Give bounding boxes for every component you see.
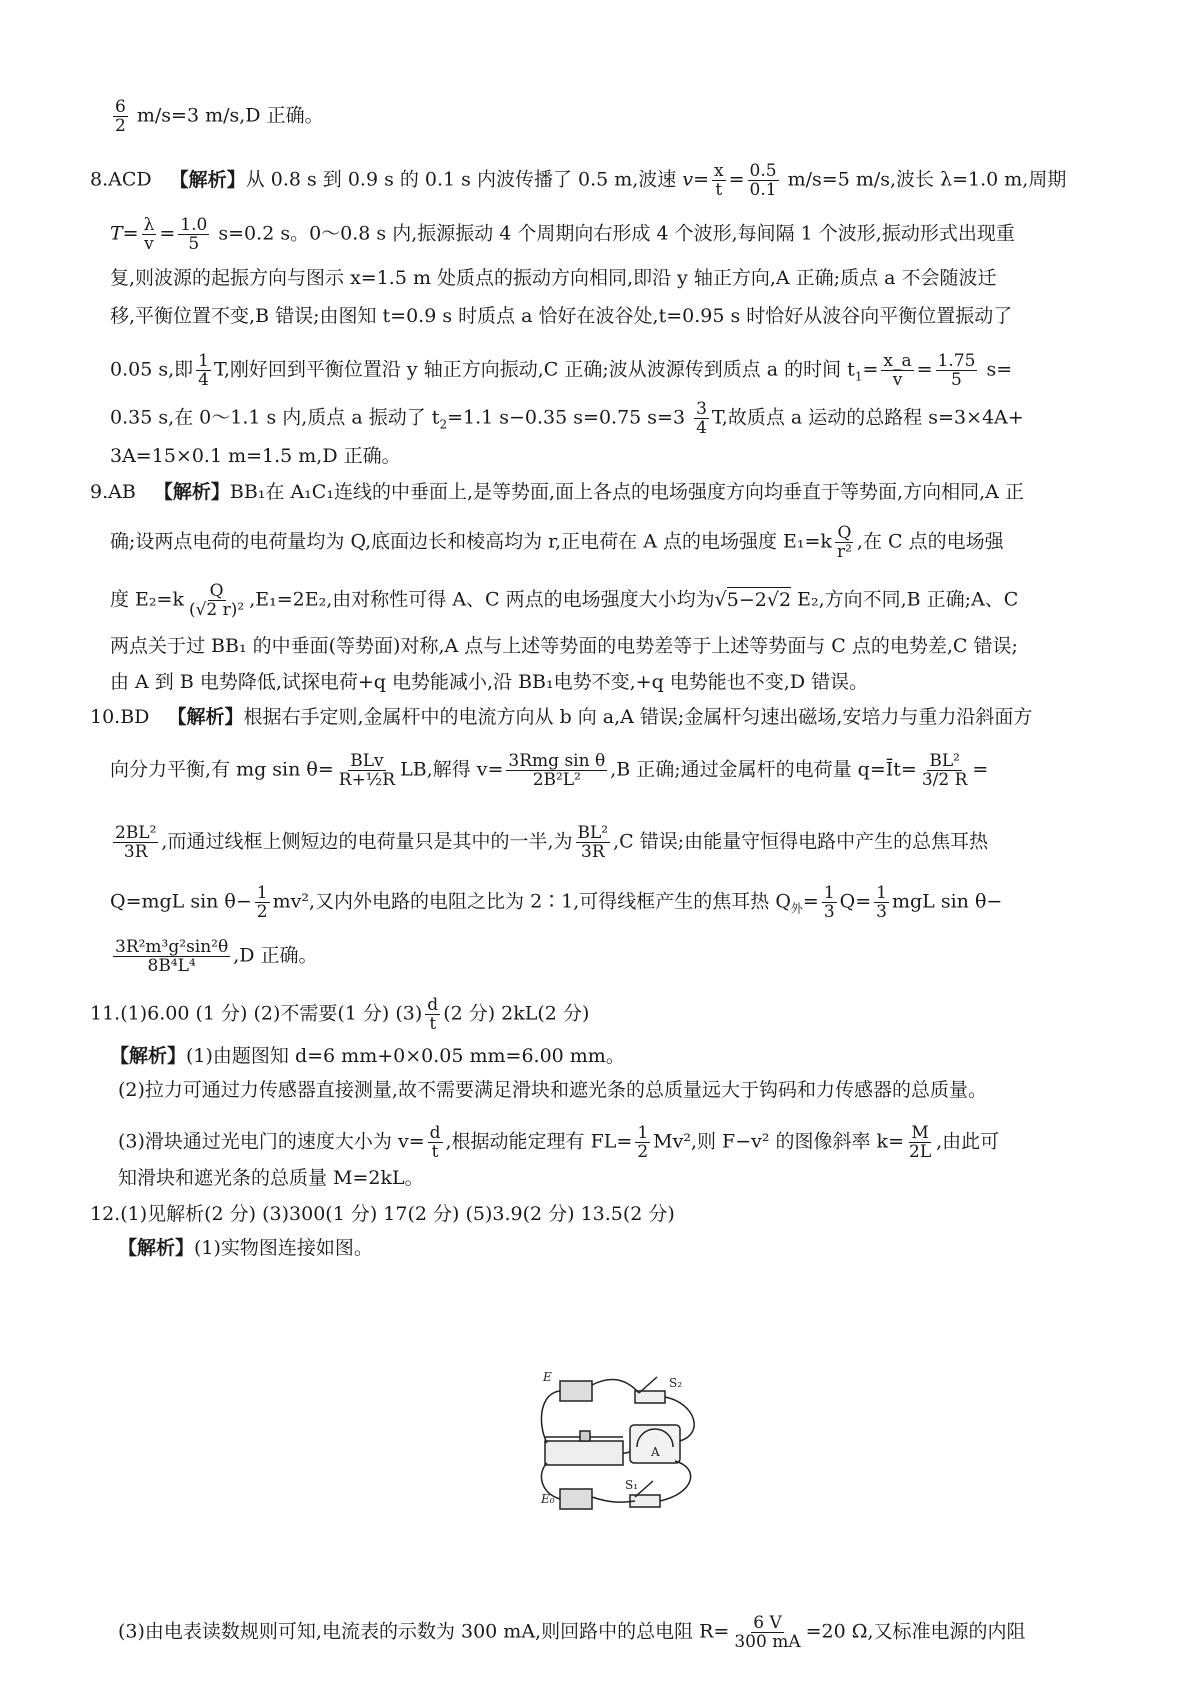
symbol: =: [728, 168, 745, 191]
text-line: [110, 216, 1015, 253]
text-line: [110, 304, 1012, 328]
fraction: [113, 824, 158, 861]
text: =1.1 s−0.35 s=0.75 s=3: [447, 406, 686, 429]
denominator: 2B²L²: [532, 770, 581, 790]
denominator: 5: [951, 370, 962, 390]
analysis-tag: 【解析】: [167, 706, 244, 728]
text-line: [90, 162, 1066, 199]
text: 12.(1)见解析(2 分) (3)300(1 分) 17(2 分) (5)3.9(2 分) 13.5(2 分): [90, 1203, 675, 1225]
text: (1)由题图知 d=6 mm+0×0.05 mm=6.00 mm。: [186, 1045, 625, 1067]
text: 0.05 s,即: [110, 358, 194, 381]
text-line: [110, 352, 1012, 389]
fraction: [712, 162, 726, 199]
symbol: =: [159, 222, 176, 245]
denominator: 2: [637, 1142, 649, 1162]
denominator: (√2 r)²: [188, 600, 245, 620]
denominator: 3R: [581, 842, 605, 862]
numerator: x: [714, 161, 724, 181]
symbol: =: [916, 358, 933, 381]
numerator: 3Rmg sin θ: [508, 751, 606, 771]
text: ,E₁=2E₂,由对称性可得 A、C 两点的电场强度大小均为: [249, 588, 715, 611]
denominator: t: [431, 1142, 439, 1162]
text: s=: [986, 358, 1013, 381]
fraction: [428, 1124, 443, 1161]
denominator: t: [715, 180, 723, 200]
text: 度 E₂=k: [110, 588, 184, 611]
text: m/s=5 m/s,波长 λ=1.0 m,周期: [787, 168, 1067, 191]
text-line: [110, 1044, 625, 1068]
fraction: [113, 938, 230, 975]
numerator: 1.0: [180, 215, 208, 235]
fraction: [255, 884, 270, 921]
fraction: [178, 216, 209, 253]
numerator: 2BL²: [115, 823, 157, 843]
text: (3)由电表读数规则可知,电流表的示数为 300 mA,则回路中的总电阻 R=: [118, 1620, 730, 1643]
denominator: 2L: [909, 1142, 932, 1162]
text: ,在 C 点的电场强: [856, 530, 1004, 553]
text: 11.(1)6.00 (1 分) (2)不需要(1 分) (3): [90, 1002, 423, 1025]
text: 向分力平衡,有 mg sin θ=: [110, 758, 334, 781]
subscript: 外: [790, 901, 803, 916]
numerator: 1.75: [937, 351, 976, 371]
symbol: =: [862, 358, 879, 381]
question-number: 10.BD: [90, 706, 150, 728]
denominator: 2: [256, 902, 268, 922]
text: ,由此可: [936, 1130, 1000, 1153]
text-line: [110, 266, 997, 290]
numerator: d: [427, 995, 439, 1015]
question-number: 8.ACD: [90, 168, 152, 191]
text: E₂,方向不同,B 正确;A、C: [797, 588, 1019, 611]
text: 两点关于过 BB₁ 的中垂面(等势面)对称,A 点与上述等势面的电势差等于上述等势面与 C 点的电势差,C 错误;: [110, 635, 1018, 657]
fraction: [936, 352, 978, 389]
text: T,故质点 a 运动的总路程 s=3×4A+: [711, 406, 1024, 429]
symbol: v=: [682, 168, 709, 191]
text-line: [110, 884, 1002, 921]
analysis-tag: 【解析】: [118, 1237, 195, 1259]
text-line: [90, 705, 1032, 729]
denominator: v: [892, 370, 903, 390]
text-line: 度 E₂=k $\frac{Q}{\text{(√2 r)²}}$ ,E₁=2E₂,由对称性可得 A、C 两点的电场强度大小均为√5−2√2 E₂,方向不同,B 正确;A、C: [110, 581, 1019, 620]
analysis-tag: 【解析】: [169, 168, 246, 191]
label-e: E: [543, 1370, 552, 1384]
text: 3A=15×0.1 m=1.5 m,D 正确。: [110, 445, 401, 467]
denominator: 5: [188, 234, 200, 254]
battery-e: [560, 1381, 592, 1401]
text-line: [110, 444, 401, 468]
battery-e0: [560, 1489, 592, 1509]
denominator: 3: [823, 902, 835, 922]
text-line: [118, 1124, 999, 1161]
text: ,而通过线框上侧短边的电荷量只是其中的一半,为: [161, 830, 573, 853]
text: 根据右手定则,金属杆中的电流方向从 b 向 a,A 错误;金属杆匀速出磁场,安培力与重力沿斜面方: [243, 706, 1033, 728]
symbol: T=: [110, 222, 139, 245]
text: =: [802, 890, 819, 913]
question-number: 9.AB: [90, 481, 136, 503]
text: 确;设两点电荷的电荷量均为 Q,底面边长和棱高均为 r,正电荷在 A 点的电场强度 E₁=k: [110, 530, 832, 553]
text-line: [118, 1166, 424, 1190]
fraction: [142, 216, 157, 253]
numerator: 1: [876, 883, 887, 903]
fraction: [506, 752, 607, 789]
numerator: λ: [143, 215, 155, 235]
numerator: M: [911, 1123, 929, 1143]
numerator: 1: [823, 883, 835, 903]
denominator: 300 mA: [734, 1632, 801, 1652]
denominator: 4: [198, 370, 209, 390]
denominator: 8B⁴L⁴: [147, 956, 196, 976]
text: (2)拉力可通过力传感器直接测量,故不需要满足滑块和遮光条的总质量远大于钩码和力传感器的总质量。: [118, 1079, 987, 1101]
text-line: [118, 1078, 987, 1102]
numerator: 3: [696, 399, 707, 419]
numerator: Q: [209, 581, 224, 601]
text-line: [110, 400, 1024, 437]
label-e0: E₀: [541, 1492, 555, 1506]
text: 由 A 到 B 电势降低,试探电荷+q 电势能减小,沿 BB₁电势不变,+q 电势能也不变,D 错误。: [110, 671, 869, 693]
text: ,B 正确;通过金属杆的电荷量 q=Īt=: [610, 758, 917, 781]
text-line: [118, 1614, 1026, 1651]
text: Mv²,则 F−v² 的图像斜率 k=: [653, 1130, 904, 1153]
numerator: 1: [198, 351, 209, 371]
numerator: BLv: [350, 751, 384, 771]
text-line: [110, 634, 1018, 658]
denominator: 3R: [123, 842, 148, 862]
fraction: [881, 352, 913, 389]
text: 0.35 s,在 0～1.1 s 内,质点 a 振动了 t: [110, 406, 440, 429]
fraction: [694, 400, 709, 437]
fraction: [907, 1124, 933, 1161]
fraction: [732, 1614, 802, 1651]
numerator: d: [429, 1123, 441, 1143]
text: ,D 正确。: [233, 944, 318, 967]
fraction: [822, 884, 837, 921]
denominator: 3: [876, 902, 887, 922]
numerator: Q: [837, 523, 852, 543]
text-line: [110, 824, 988, 861]
fraction: [187, 582, 246, 619]
fraction: [920, 752, 970, 789]
denominator: 0.1: [749, 180, 777, 200]
label-s1: S₁: [625, 1478, 639, 1492]
text-line: [110, 752, 988, 789]
text: (2 分) 2kL(2 分): [443, 1002, 590, 1025]
numerator: 6: [115, 97, 126, 117]
fraction: [835, 524, 854, 561]
text: (1)实物图连接如图。: [194, 1237, 373, 1259]
numerator: 1: [637, 1123, 649, 1143]
text: =20 Ω,又标准电源的内阻: [805, 1620, 1026, 1643]
text-line: [110, 938, 318, 975]
denominator: t: [429, 1014, 437, 1034]
numerator: 0.5: [749, 161, 777, 181]
numerator: 3R²m³g²sin²θ: [115, 937, 229, 957]
text: 移,平衡位置不变,B 错误;由图知 t=0.9 s 时质点 a 恰好在波谷处,t=0.95 s 时恰好从波谷向平衡位置振动了: [110, 305, 1013, 327]
text: T,刚好回到平衡位置沿 y 轴正方向振动,C 正确;波从波源传到质点 a 的时间 t: [213, 358, 855, 381]
text: mv²,又内外电路的电阻之比为 2∶1,可得线框产生的焦耳热 Q: [272, 890, 791, 913]
circuit-diagram: [535, 1363, 720, 1528]
text: ,C 错误;由能量守恒得电路中产生的总焦耳热: [613, 830, 989, 853]
text: ,根据动能定理有 FL=: [445, 1130, 633, 1153]
symbol: =: [972, 758, 989, 781]
text: 从 0.8 s 到 0.9 s 的 0.1 s 内波传播了 0.5 m,波速: [245, 168, 677, 191]
text: m/s=3 m/s,D 正确。: [136, 104, 324, 127]
text-line: [110, 524, 1004, 561]
text: s=0.2 s。0～0.8 s 内,振源振动 4 个周期向右形成 4 个波形,每间隔 1 个波形,振动形式出现重: [218, 222, 1015, 245]
text: 知滑块和遮光条的总质量 M=2kL。: [118, 1167, 424, 1189]
analysis-tag: 【解析】: [110, 1045, 187, 1067]
denominator: 3/2 R: [921, 770, 968, 790]
fraction: [425, 996, 440, 1033]
fraction: [748, 162, 779, 199]
fraction: [113, 98, 128, 135]
label-ammeter: A: [651, 1445, 660, 1459]
rheostat: [545, 1441, 623, 1465]
subscript: 1: [854, 369, 863, 384]
numerator: 1: [256, 883, 268, 903]
denominator: R+½R: [338, 770, 396, 790]
text-line: [110, 98, 324, 135]
denominator: 4: [696, 418, 707, 438]
fraction: [635, 1124, 650, 1161]
fraction: [337, 752, 397, 789]
text: (3)滑块通过光电门的速度大小为 v=: [118, 1130, 425, 1153]
text-line: [118, 1236, 373, 1260]
text: mgL sin θ−: [892, 890, 1003, 913]
denominator: 2: [115, 116, 126, 136]
fraction: [874, 884, 889, 921]
denominator: r²: [836, 542, 852, 562]
denominator: v: [144, 234, 154, 254]
numerator: 6 V: [753, 1613, 782, 1633]
label-s2: S₂: [669, 1376, 683, 1390]
fraction: [196, 352, 211, 389]
numerator: x_a: [883, 351, 912, 371]
text-line: [110, 670, 868, 694]
sqrt-expression: 5−2√2: [726, 588, 792, 611]
subscript: 2: [439, 417, 448, 432]
text-line: [90, 480, 1024, 504]
fraction: [576, 824, 611, 861]
text: 复,则波源的起振方向与图示 x=1.5 m 处质点的振动方向相同,即沿 y 轴正方向,A 正确;质点 a 不会随波迁: [110, 267, 997, 289]
text-line: [90, 996, 589, 1033]
numerator: BL²: [577, 823, 609, 843]
text: Q=mgL sin θ−: [110, 890, 252, 913]
analysis-tag: 【解析】: [153, 481, 230, 503]
text: Q=: [839, 890, 872, 913]
numerator: BL²: [929, 751, 960, 771]
text: LB,解得 v=: [400, 758, 504, 781]
text: BB₁在 A₁C₁连线的中垂面上,是等势面,面上各点的电场强度方向均垂直于等势面,方向相同,A 正: [229, 481, 1024, 503]
text-line: [90, 1202, 675, 1226]
